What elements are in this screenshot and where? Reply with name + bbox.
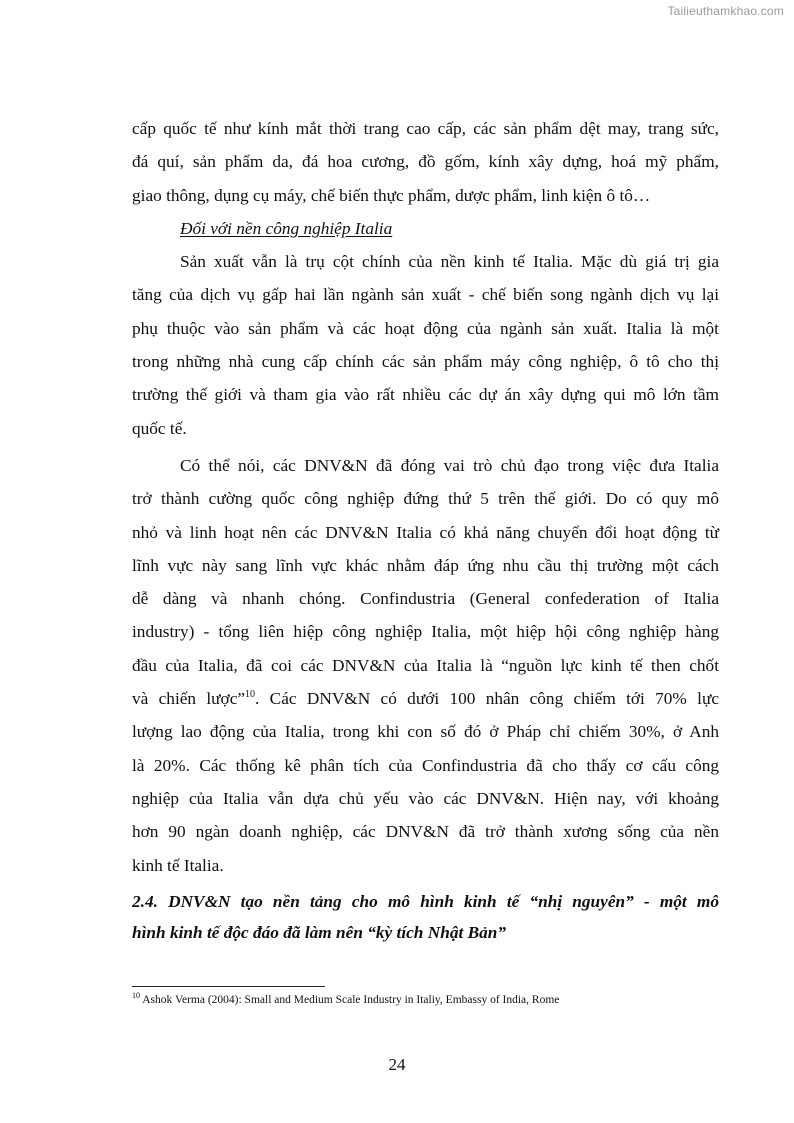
text-line: Có thể nói, các DNV&N đã đóng vai trò chủ đạo trong việc đưa Italia xyxy=(180,455,719,475)
footnote-reference[interactable]: 10 xyxy=(245,689,256,701)
text-line: lĩnh vực này sang lĩnh vực khác nhằm đáp ứng nhu cầu thị trường một cách xyxy=(132,555,719,575)
text-line: tăng của dịch vụ gấp hai lần ngành sản xuất - chế biến song ngành dịch vụ lại xyxy=(132,285,719,305)
watermark: Tailieuthamkhao.com xyxy=(667,4,784,18)
text-line: trở thành cường quốc công nghiệp đứng thứ 5 trên thế giới. Do có quy mô xyxy=(132,489,719,509)
paragraph-1 xyxy=(132,112,719,212)
paragraph-3 xyxy=(132,449,719,882)
text-line: kinh tế Italia. xyxy=(132,855,224,875)
text-segment: và chiến lược” xyxy=(132,689,246,709)
text-line: nghiệp của Italia vẫn dựa chủ yếu vào các DNV&N. Hiện nay, với khoảng xyxy=(132,788,719,808)
text-line: giao thông, dụng cụ máy, chế biến thực phẩm, dược phẩm, linh kiện ô tô… xyxy=(132,185,651,205)
heading-line: 2.4. DNV&N tạo nền tảng cho mô hình kinh tế “nhị nguyên” - một mô xyxy=(132,891,719,911)
page-body xyxy=(132,112,719,948)
text-line: quốc tế. xyxy=(132,418,187,438)
footnote xyxy=(132,991,560,1006)
text-line: phụ thuộc vào sản phẩm và các hoạt động của ngành sản xuất. Italia là một xyxy=(132,318,719,338)
subheading-text: Đối với nền công nghiệp Italia xyxy=(180,218,393,238)
text-line: đầu của Italia, đã coi các DNV&N của Italia là “nguồn lực kinh tế then chốt xyxy=(132,655,719,675)
page-number: 24 xyxy=(388,1055,406,1074)
text-line: industry) - tổng liên hiệp công nghiệp Italia, một hiệp hội công nghiệp hàng xyxy=(132,622,719,642)
text-line: trong những nhà cung cấp chính các sản phẩm máy công nghiệp, ô tô cho thị xyxy=(132,352,719,372)
footnote-text: Ashok Verma (2004): Small and Medium Scale Industry in Italiy, Embassy of India, Rome xyxy=(140,994,560,1006)
text-line-with-footnote xyxy=(132,682,719,715)
text-line: cấp quốc tế như kính mắt thời trang cao cấp, các sản phẩm dệt may, trang sức, xyxy=(132,119,719,138)
footnote-number: 10 xyxy=(132,991,140,1001)
text-segment: . Các DNV&N có dưới 100 nhân công chiếm tới 70% lực xyxy=(255,689,719,709)
text-line: đá quí, sản phẩm da, đá hoa cương, đồ gốm, kính xây dựng, hoá mỹ phẩm, xyxy=(132,152,719,172)
text-line: lượng lao động của Italia, trong khi con số đó ở Pháp chỉ chiếm 30%, ở Anh xyxy=(132,722,719,742)
footnote-separator xyxy=(132,986,325,987)
section-heading xyxy=(132,886,719,948)
paragraph-2 xyxy=(132,245,719,445)
text-line: trường thế giới và tham gia vào rất nhiều các dự án xây dựng qui mô lớn tầm xyxy=(132,385,719,405)
text-line: nhỏ và linh hoạt nên các DNV&N Italia có khả năng chuyển đổi hoạt động từ xyxy=(132,522,719,542)
text-line: hơn 90 ngàn doanh nghiệp, các DNV&N đã trở thành xương sống của nền xyxy=(132,822,719,842)
subheading-italia-industry xyxy=(132,212,719,245)
heading-line: hình kinh tế độc đáo đã làm nên “kỳ tích Nhật Bản” xyxy=(132,922,507,942)
text-line: Sản xuất vẫn là trụ cột chính của nền kinh tế Italia. Mặc dù giá trị gia xyxy=(180,252,719,272)
text-line: dễ dàng và nhanh chóng. Confindustria (General confederation of Italia xyxy=(132,589,719,609)
text-line: là 20%. Các thống kê phân tích của Confindustria đã cho thấy cơ cấu công xyxy=(132,755,719,775)
